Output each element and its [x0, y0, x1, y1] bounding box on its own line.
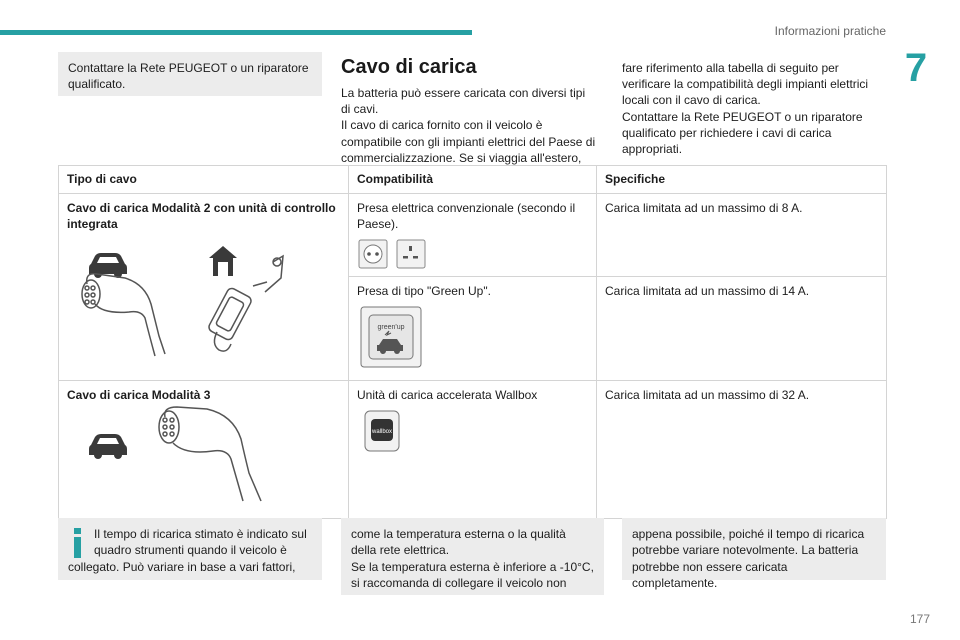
mode2-cable-illustration: [67, 232, 337, 362]
compatibility-cell: [349, 194, 597, 277]
cable-type-cell: [59, 381, 349, 519]
info-text: Il tempo di ricarica stimato è indicato sul quadro strumenti quando il veicolo è collegato. Può variare in base a vari fattori,: [68, 527, 307, 574]
info-text: Se la temperatura esterna è inferiore a -10°C, si raccomanda di collegare il veicolo non: [351, 559, 594, 590]
domestic-socket-icon: [357, 238, 437, 270]
info-box-continued: [622, 518, 886, 590]
intro-text-column-3: [622, 60, 886, 157]
specification-cell: Carica limitata ad un massimo di 14 A.: [597, 277, 887, 381]
wallbox-label: wallbox: [371, 429, 393, 435]
wallbox-icon: [357, 409, 407, 453]
compatibility-cell: [349, 277, 597, 381]
compatibility-text: Presa di tipo "Green Up".: [357, 284, 491, 298]
table-header-cell: Tipo di cavo: [59, 166, 349, 194]
intro-text-column-2: [341, 85, 597, 166]
mode3-cable-illustration: [67, 403, 337, 503]
table-header-cell: Compatibilità: [349, 166, 597, 194]
intro-paragraph: La batteria può essere caricata con diversi tipi di cavi.: [341, 86, 586, 117]
compatibility-cell: [349, 381, 597, 519]
section-title: Informazioni pratiche: [774, 24, 886, 38]
cable-type-label: Cavo di carica Modalità 2 con unità di controllo integrata: [67, 201, 336, 231]
info-box: [58, 518, 322, 580]
table-row: [59, 194, 887, 277]
chapter-number: 7: [904, 46, 928, 90]
cable-type-cell: [59, 194, 349, 381]
greenup-label: green'up: [377, 324, 405, 331]
type2-plug-icon: [159, 407, 261, 501]
intro-paragraph: Il cavo di carica fornito con il veicolo è compatibile con gli impianti elettrici del Paese di commercializzazione. Se si viaggia all'estero,: [341, 118, 596, 165]
table-header-row: [59, 166, 887, 194]
note-box: Contattare la Rete PEUGEOT o un riparatore qualificato.: [58, 52, 322, 96]
header-accent-bar: [0, 30, 472, 35]
info-text: appena possibile, poiché il tempo di ricarica potrebbe variare notevolmente. La batteria potrebbe non essere caricata completamente.: [632, 527, 865, 590]
specification-cell: Carica limitata ad un massimo di 8 A.: [597, 194, 887, 277]
specification-cell: Carica limitata ad un massimo di 32 A.: [597, 381, 887, 519]
info-icon: [68, 528, 88, 558]
intro-paragraph: fare riferimento alla tabella di seguito per verificare la compatibilità degli impianti elettrici locali con il cavo di carica.: [622, 61, 869, 108]
greenup-socket-icon: [357, 305, 427, 371]
table-row: [59, 381, 887, 519]
house-icon: [209, 246, 237, 276]
page-number: 177: [909, 612, 930, 626]
info-text: come la temperatura esterna o la qualità della rete elettrica.: [351, 527, 566, 558]
cable-type-label: Cavo di carica Modalità 3: [67, 388, 211, 402]
table-header-cell: Specifiche: [597, 166, 887, 194]
compatibility-text: Presa elettrica convenzionale (secondo il Paese).: [357, 201, 576, 231]
section-heading: Cavo di carica: [341, 56, 477, 78]
vehicle-plug-icon: [82, 274, 165, 356]
car-icon: [89, 434, 127, 459]
info-box-continued: [341, 518, 604, 595]
cable-compatibility-table: [58, 165, 887, 519]
compatibility-text: Unità di carica accelerata Wallbox: [357, 388, 538, 402]
intro-paragraph: Contattare la Rete PEUGEOT o un riparatore qualificato per richiedere i cavi di carica appropriati.: [622, 109, 863, 157]
